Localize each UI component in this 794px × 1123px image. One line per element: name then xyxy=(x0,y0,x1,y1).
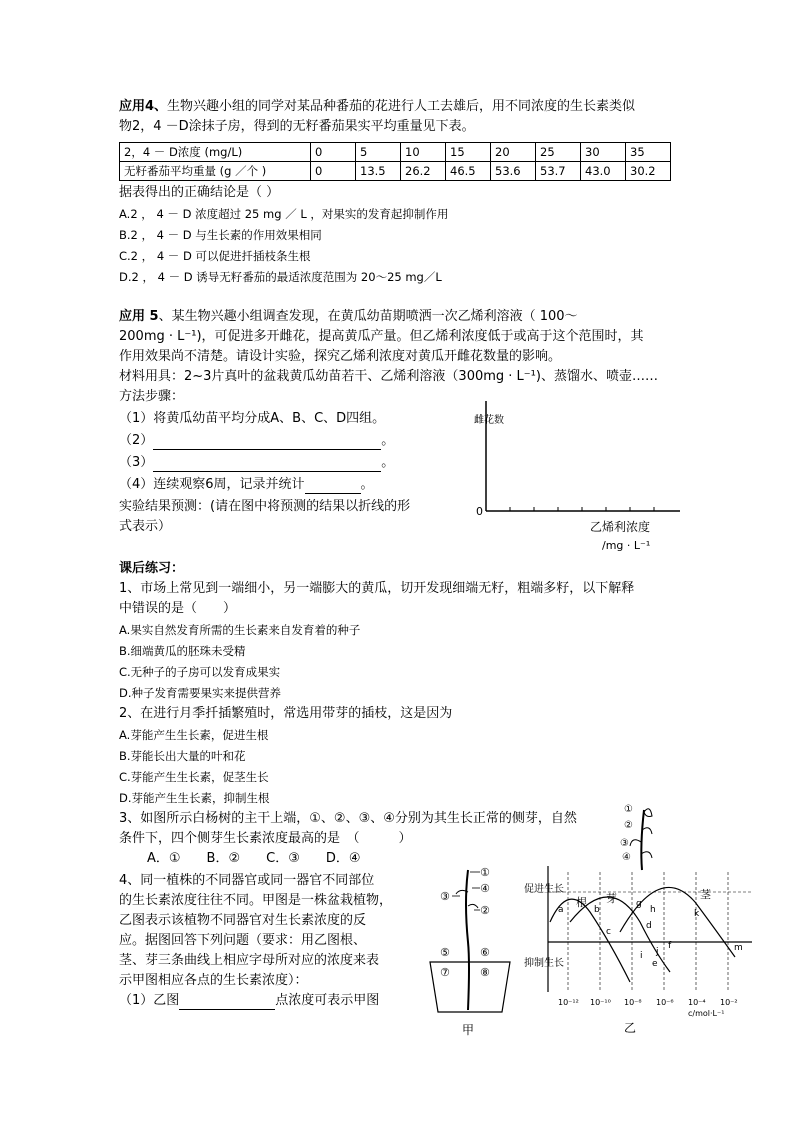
table-row-label: 2，4 － D浓度 (mg/L) xyxy=(120,143,311,162)
x-tick-label: 10⁻² xyxy=(720,998,738,1007)
ex4-sub1: （1）乙图 点浓度可表示甲图 xyxy=(119,993,380,1008)
x-tick-label: 10⁻⁴ xyxy=(688,998,706,1007)
bud-icon xyxy=(642,828,652,834)
q5-step1: （1）将黄瓜幼苗平均分成A、B、C、D四组。 xyxy=(119,411,386,426)
point-letter: g xyxy=(636,899,642,909)
curve-label: 芽 xyxy=(606,892,617,905)
ex1-option-c: C.无种子的子房可以发育成果实 xyxy=(119,665,281,679)
q5-predict-line2: 式表示） xyxy=(119,519,172,534)
point-letter: c xyxy=(606,927,611,937)
q5-step4: （4）连续观察6周，记录并统计 。 xyxy=(119,477,374,492)
point-letter: e xyxy=(652,959,658,969)
x-tick-label: 10⁻⁶ xyxy=(656,998,674,1007)
point-letter: i xyxy=(640,951,643,961)
q5-materials: 材料用具：2~3片真叶的盆栽黄瓜幼苗若干、乙烯利溶液（300mg · L⁻¹)、蒸馏水、喷壶…… xyxy=(119,369,658,384)
branch xyxy=(468,904,478,908)
point-label: ① xyxy=(480,866,490,879)
ex2-line: 2、在进行月季扦插繁殖时，常选用带芽的插枝，这是因为 xyxy=(119,706,453,721)
after-class-heading: 课后练习： xyxy=(119,561,185,576)
q4-intro-line1: 应用4、生物兴趣小组的同学对某品种番茄的花进行人工去雄后，用不同浓度的生长素类似 xyxy=(119,99,636,114)
q5-title: 应用 5 xyxy=(119,309,159,324)
bud-icon xyxy=(644,809,652,817)
point-letter: b xyxy=(594,905,600,915)
ex4-line3: 乙图表示该植物不同器官对生长素浓度的反 xyxy=(119,913,367,928)
bud-icon xyxy=(630,840,641,846)
q5-step2: （2） 。 xyxy=(119,433,395,448)
bud-label: ④ xyxy=(622,852,631,863)
figure-label: 乙 xyxy=(624,1021,637,1035)
bud-label: ① xyxy=(624,804,633,815)
q4-option-b: B.2 ， 4 － D 与生长素的作用效果相同 xyxy=(119,228,322,242)
q4-data-table xyxy=(119,142,671,181)
x-unit: c/mol·L⁻¹ xyxy=(688,1009,725,1018)
ex2-option-d: D.芽能产生生长素，抑制生根 xyxy=(119,791,270,805)
graph-xunit: /mg · L⁻¹ xyxy=(602,539,651,552)
answer-blank[interactable] xyxy=(153,435,381,450)
graph-ylabel: 雌花数 xyxy=(474,415,504,426)
ex2-option-b: B.芽能长出大量的叶和花 xyxy=(119,749,246,763)
point-letter: j xyxy=(656,947,659,957)
ex2-option-a: A.芽能产生生长素，促进生根 xyxy=(119,728,269,742)
ex4-line6: 示甲图相应各点的生长素浓度）： xyxy=(119,973,308,988)
ex3-line2: 条件下，四个侧芽生长素浓度最高的是 （ ） xyxy=(119,831,412,846)
curve-label: 根 xyxy=(576,896,587,909)
q4-option-d: D.2 ， 4 － D 诱导无籽番茄的最适浓度范围为 20～25 mg／L xyxy=(119,270,442,284)
q4-title: 应用4、 xyxy=(119,99,168,114)
point-letter: m xyxy=(734,943,743,953)
bud-label: ③ xyxy=(620,838,629,849)
ex1-option-a: A.果实自然发育所需的生长素来自发育着的种子 xyxy=(119,623,361,637)
bud-label: ② xyxy=(624,820,633,831)
ex1-option-d: D.种子发育需要果实来提供营养 xyxy=(119,686,282,700)
point-label: ③ xyxy=(440,890,450,903)
ex4-figure-jia xyxy=(420,862,520,1037)
gridlines xyxy=(548,872,752,992)
table-row: 2，4 － D浓度 (mg/L) 0 5 10 15 20 25 30 35 xyxy=(120,143,671,162)
table-row: 无籽番茄平均重量 (g ／个 ) 0 13.5 26.2 46.5 53.6 53.7 43.0 30.2 xyxy=(120,162,671,181)
answer-blank[interactable] xyxy=(305,479,361,494)
ex4-line5: 茎、芽三条曲线上相应字母所对应的浓度来表 xyxy=(119,953,380,968)
graph-origin: 0 xyxy=(476,505,483,518)
stem xyxy=(641,810,644,870)
ex3-line1: 3、如图所示白杨树的主干上端，①、②、③、④分别为其生长正常的侧芽，自然 xyxy=(119,811,577,826)
ex4-line2: 的生长素浓度往往不同。甲图是一株盆栽植物， xyxy=(119,893,393,908)
ylabel-promote: 促进生长 xyxy=(524,884,564,895)
point-label: ⑦ xyxy=(440,966,450,979)
q5-answer-graph[interactable] xyxy=(470,395,690,555)
ex1-line1: 1、市场上常见到一端细小，另一端膨大的黄瓜，切开发现细端无籽，粗端多籽，以下解释 xyxy=(119,581,635,596)
q5-method: 方法步骤： xyxy=(119,389,185,404)
point-letter: k xyxy=(694,909,700,919)
ex2-option-c: C.芽能产生生长素，促茎生长 xyxy=(119,770,269,784)
x-tick-label: 10⁻⁸ xyxy=(624,998,642,1007)
q4-option-c: C.2 ， 4 － D 可以促进扦插枝条生根 xyxy=(119,249,311,263)
bud-icon xyxy=(641,852,652,858)
point-label: ④ xyxy=(480,882,490,895)
answer-blank[interactable] xyxy=(153,457,381,472)
table-row-label: 无籽番茄平均重量 (g ／个 ) xyxy=(120,162,311,181)
q4-option-a: A.2 ， 4 － D 浓度超过 25 mg ／ L ，对果实的发育起抑制作用 xyxy=(119,207,449,221)
q5-predict-line1: 实验结果预测：(请在图中将预测的结果以折线的形 xyxy=(119,499,411,514)
point-label: ⑥ xyxy=(480,946,490,959)
point-label: ⑤ xyxy=(440,946,450,959)
figure-label: 甲 xyxy=(462,1023,475,1037)
q5-intro-line1: 应用 5、某生物兴趣小组调查发现，在黄瓜幼苗期喷洒一次乙烯利溶液（ 100～ xyxy=(119,309,578,324)
curve-label: 茎 xyxy=(700,888,711,901)
ex4-line4: 应。据图回答下列问题（要求：用乙图根、 xyxy=(119,933,367,948)
point-label: ② xyxy=(480,904,490,917)
answer-blank[interactable] xyxy=(179,995,275,1010)
point-label: ⑧ xyxy=(480,966,490,979)
q5-intro-line3: 作用效果尚不清楚。请设计实验，探究乙烯利浓度对黄瓜开雌花数量的影响。 xyxy=(119,349,562,364)
point-letter: h xyxy=(650,905,656,915)
graph-xlabel: 乙烯利浓度 xyxy=(590,520,651,534)
q4-intro-line2: 物2，4 －D涂抹子房，得到的无籽番茄果实平均重量见下表。 xyxy=(119,119,475,134)
ex4-line1: 4、同一植株的不同器官或同一器官不同部位 xyxy=(119,873,375,888)
ylabel-inhibit: 抑制生长 xyxy=(524,958,564,969)
q5-step3: （3） 。 xyxy=(119,455,395,470)
point-letter: a xyxy=(558,905,564,915)
x-tick-label: 10⁻¹² xyxy=(558,998,579,1007)
q5-intro-line2: 200mg · L⁻¹)，可促进多开雌花，提高黄瓜产量。但乙烯利浓度低于或高于这个范围时，其 xyxy=(119,329,644,344)
x-tick-label: 10⁻¹⁰ xyxy=(590,998,611,1007)
ex4-figure-yi xyxy=(520,862,760,1037)
point-letter: f xyxy=(668,941,672,951)
ex3-options: A．① B．② C．③ D．④ xyxy=(147,851,361,866)
q4-question: 据表得出的正确结论是（ ） xyxy=(119,185,280,200)
ex1-option-b: B.细端黄瓜的胚珠未受精 xyxy=(119,644,246,658)
ex1-line2: 中错误的是（ ） xyxy=(119,601,237,616)
stem-curve xyxy=(620,887,735,957)
point-letter: d xyxy=(646,921,652,931)
